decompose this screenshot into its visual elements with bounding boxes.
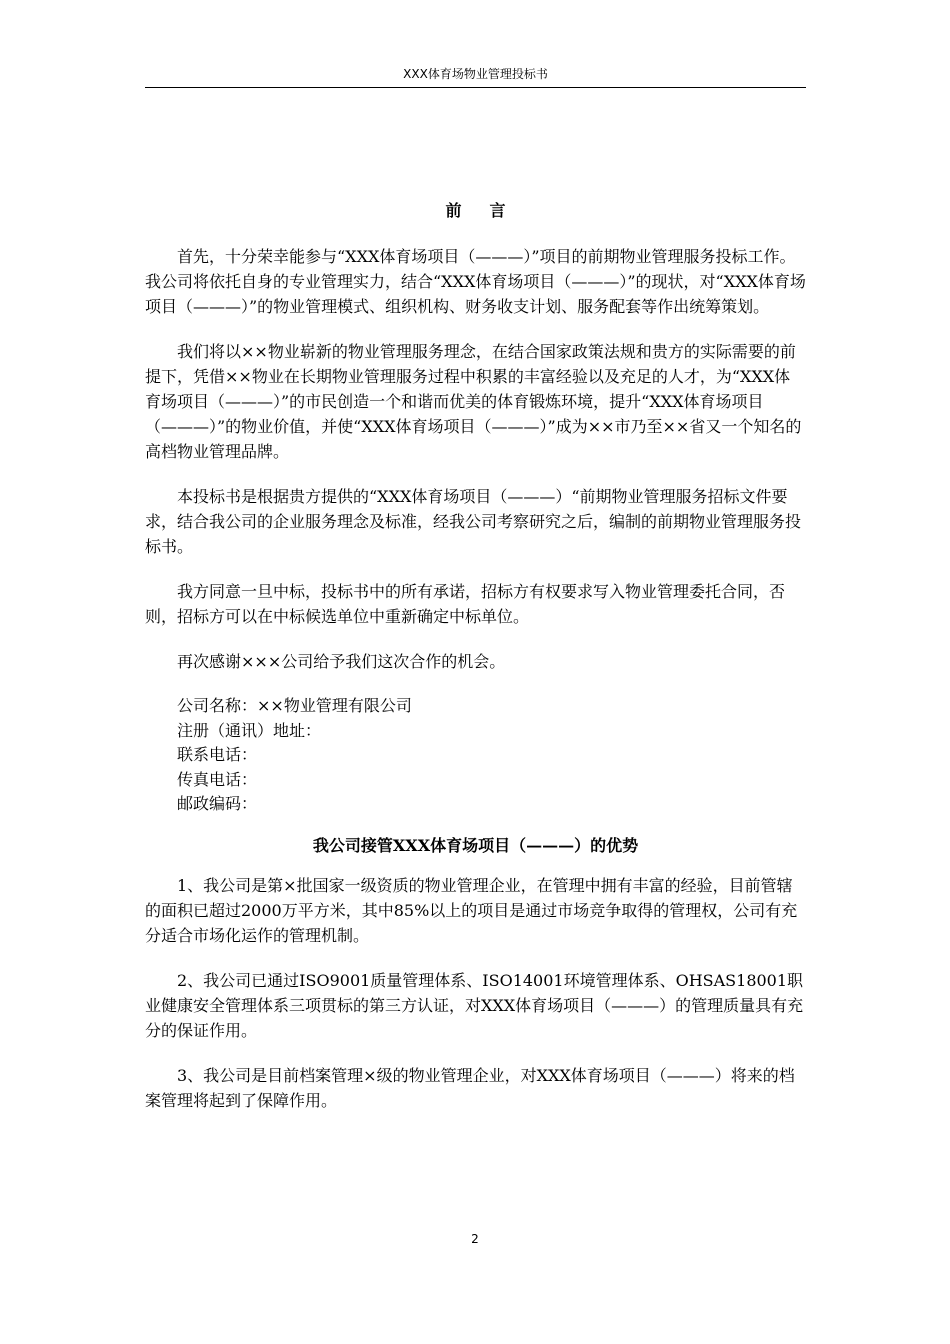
page-number: 2	[471, 1232, 479, 1246]
preface-paragraph: 我方同意一旦中标，投标书中的所有承诺，招标方有权要求写入物业管理委托合同，否则，招标方可以在中标候选单位中重新确定中标单位。	[145, 582, 786, 626]
preface-paragraph: 我们将以××物业崭新的物业管理服务理念，在结合国家政策法规和贵方的实际需要的前提下，凭借××物业在长期物业管理服务过程中积累的丰富经验以及充足的人才，为“XXX体育场项目（———）”的市民创造一个和谐而优美的体育锻炼环境，提升“XXX体育场项目（———）”的物业价值，并使“XXX体育场项目（———）”成为××市乃至××省又一个知名的高档物业管理品牌。	[145, 342, 802, 461]
preface-paragraph: 首先，十分荣幸能参与“XXX体育场项目（———）”项目的前期物业管理服务投标工作。我公司将依托自身的专业管理实力，结合“XXX体育场项目（———）”的现状，对“XXX体育场项目（———）”的物业管理模式、组织机构、财务收支计划、服务配套等作出统筹策划。	[145, 247, 806, 316]
company-fax: 传真电话：	[177, 769, 258, 789]
header-divider	[145, 87, 806, 88]
advantage-item: 3、我公司是目前档案管理×级的物业管理企业，对XXX体育场项目（———）将来的档案管理将起到了保障作用。	[145, 1065, 795, 1110]
document-body	[145, 196, 806, 1133]
company-phone: 联系电话：	[177, 745, 258, 764]
company-address: 注册（通讯）地址：	[177, 720, 322, 740]
company-postcode: 邮政编码：	[177, 794, 258, 813]
advantages-title: 我公司接管XXX体育场项目（———）的优势	[312, 835, 639, 855]
advantage-item: 1、我公司是第×批国家一级资质的物业管理企业，在管理中拥有丰富的经验，目前管辖的面积已超过2000万平方米，其中85%以上的项目是通过市场竞争取得的管理权，公司有充分适合市场化运作的管理机制。	[145, 875, 798, 945]
preface-title: 前言	[445, 201, 534, 220]
page-header: XXX体育场物业管理投标书	[403, 67, 548, 81]
advantage-item: 2、我公司已通过ISO9001质量管理体系、ISO14001环境管理体系、OHSAS18001职业健康安全管理体系三项贯标的第三方认证，对XXX体育场项目（———）的管理质量具有充分的保证作用。	[145, 970, 804, 1040]
preface-paragraph: 本投标书是根据贵方提供的“XXX体育场项目（———）“前期物业管理服务招标文件要求，结合我公司的企业服务理念及标准，经我公司考察研究之后，编制的前期物业管理服务投标书。	[145, 487, 802, 556]
company-info-block	[145, 694, 806, 817]
company-name: 公司名称：××物业管理有限公司	[177, 696, 412, 715]
preface-paragraph: 再次感谢×××公司给予我们这次合作的机会。	[177, 652, 506, 671]
